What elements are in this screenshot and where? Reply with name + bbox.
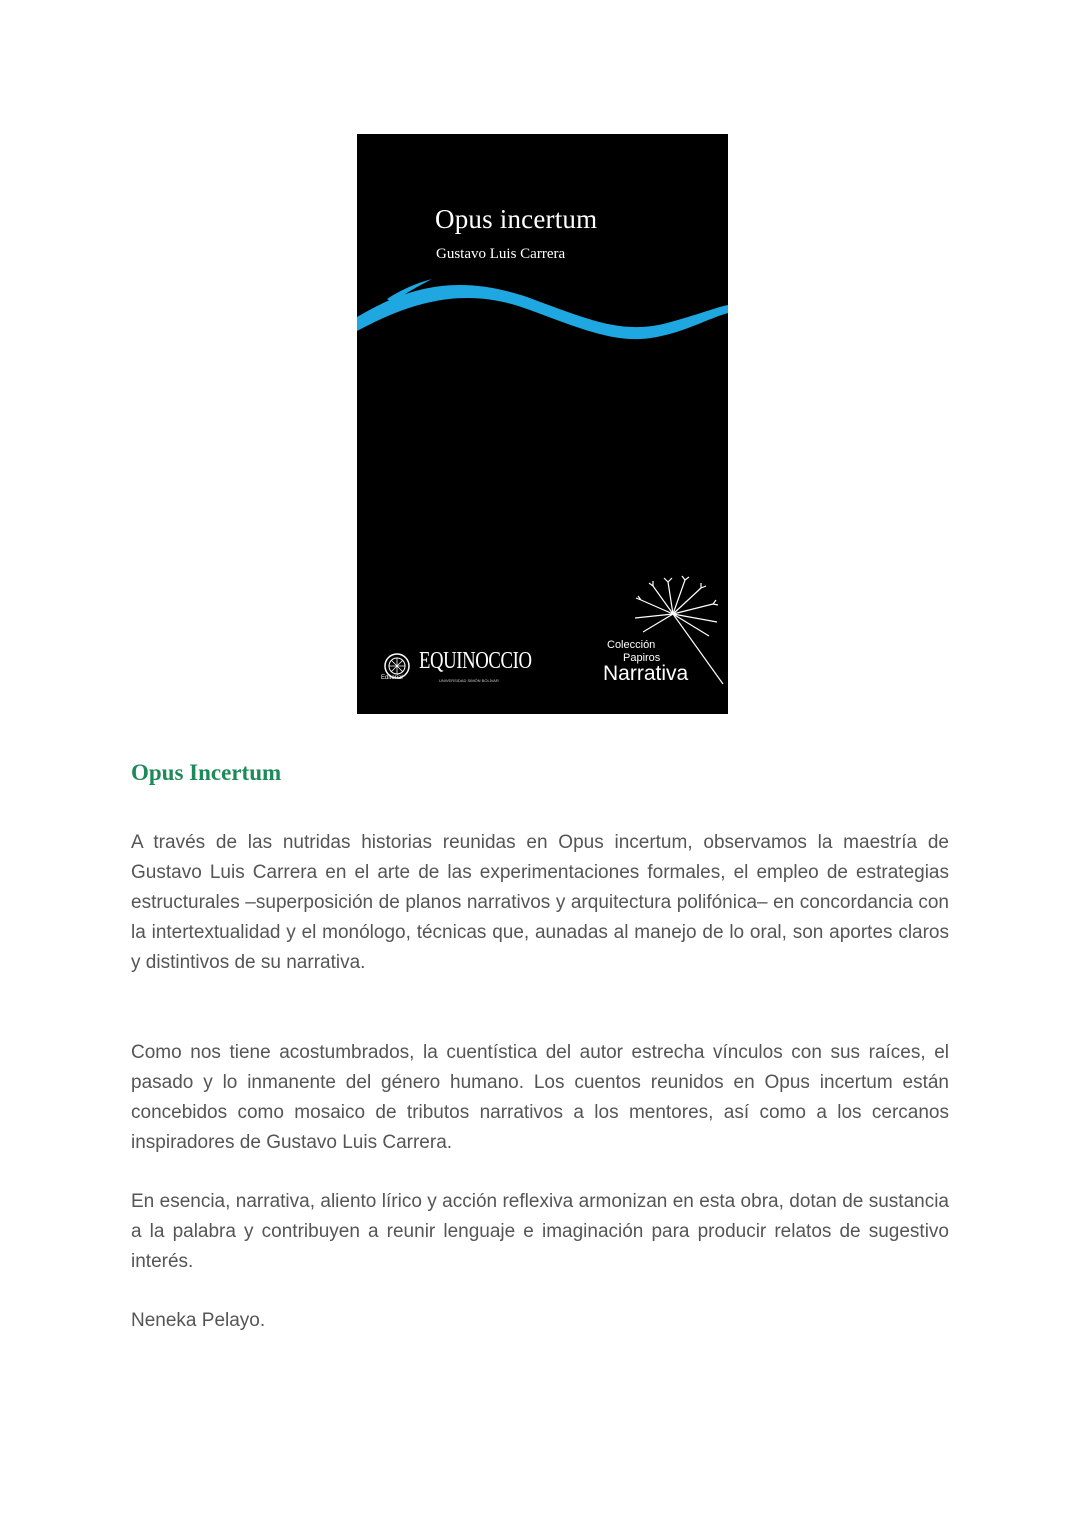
cover-author: Gustavo Luis Carrera [436,246,566,262]
publisher-name: EQUINOCCIO [419,648,532,674]
book-heading: Opus Incertum [131,760,282,785]
collection-line-2: Papiros [623,652,661,664]
review-paragraph: Como nos tiene acostumbrados, la cuentística del autor estrecha vínculos con sus raíces, el pasado y lo inmanente del género humano. Los cuentos reunidos en Opus incertum están concebidos como mosaico de tributos narrativos a los mentores, así como a los cercanos inspiradores de Gustavo Luis Carrera. [131,1042,949,1153]
collection-line-3: Narrativa [603,662,689,685]
wave-graphic [357,269,728,349]
book-cover [357,134,728,714]
publisher-subtitle: UNIVERSIDAD SIMÓN BOLÍVAR [439,678,499,683]
publisher-small-label: Editorial [381,675,403,681]
collection-line-1: Colección [607,639,656,651]
cover-title: Opus incertum [435,204,598,234]
review-paragraph: En esencia, narrativa, aliento lírico y acción reflexiva armonizan en esta obra, dotan de sustancia a la palabra y contribuyen a reunir lenguaje e imaginación para producir relatos de sugestivo interés. [131,1191,949,1272]
review-signature: Neneka Pelayo. [131,1310,266,1331]
publisher-logo [379,646,539,688]
collection-logo [593,574,728,714]
review-paragraph: A través de las nutridas historias reunidas en Opus incertum, observamos la maestría de Gustavo Luis Carrera en el arte de las experimentaciones formales, el empleo de estrategias estructurales –superposición de planos narrativos y arquitectura polifónica– en concordancia con la intertextualidad y el monólogo, técnicas que, aunadas al manejo de lo oral, son aportes claros y distintivos de su narrativa. [131,832,949,973]
